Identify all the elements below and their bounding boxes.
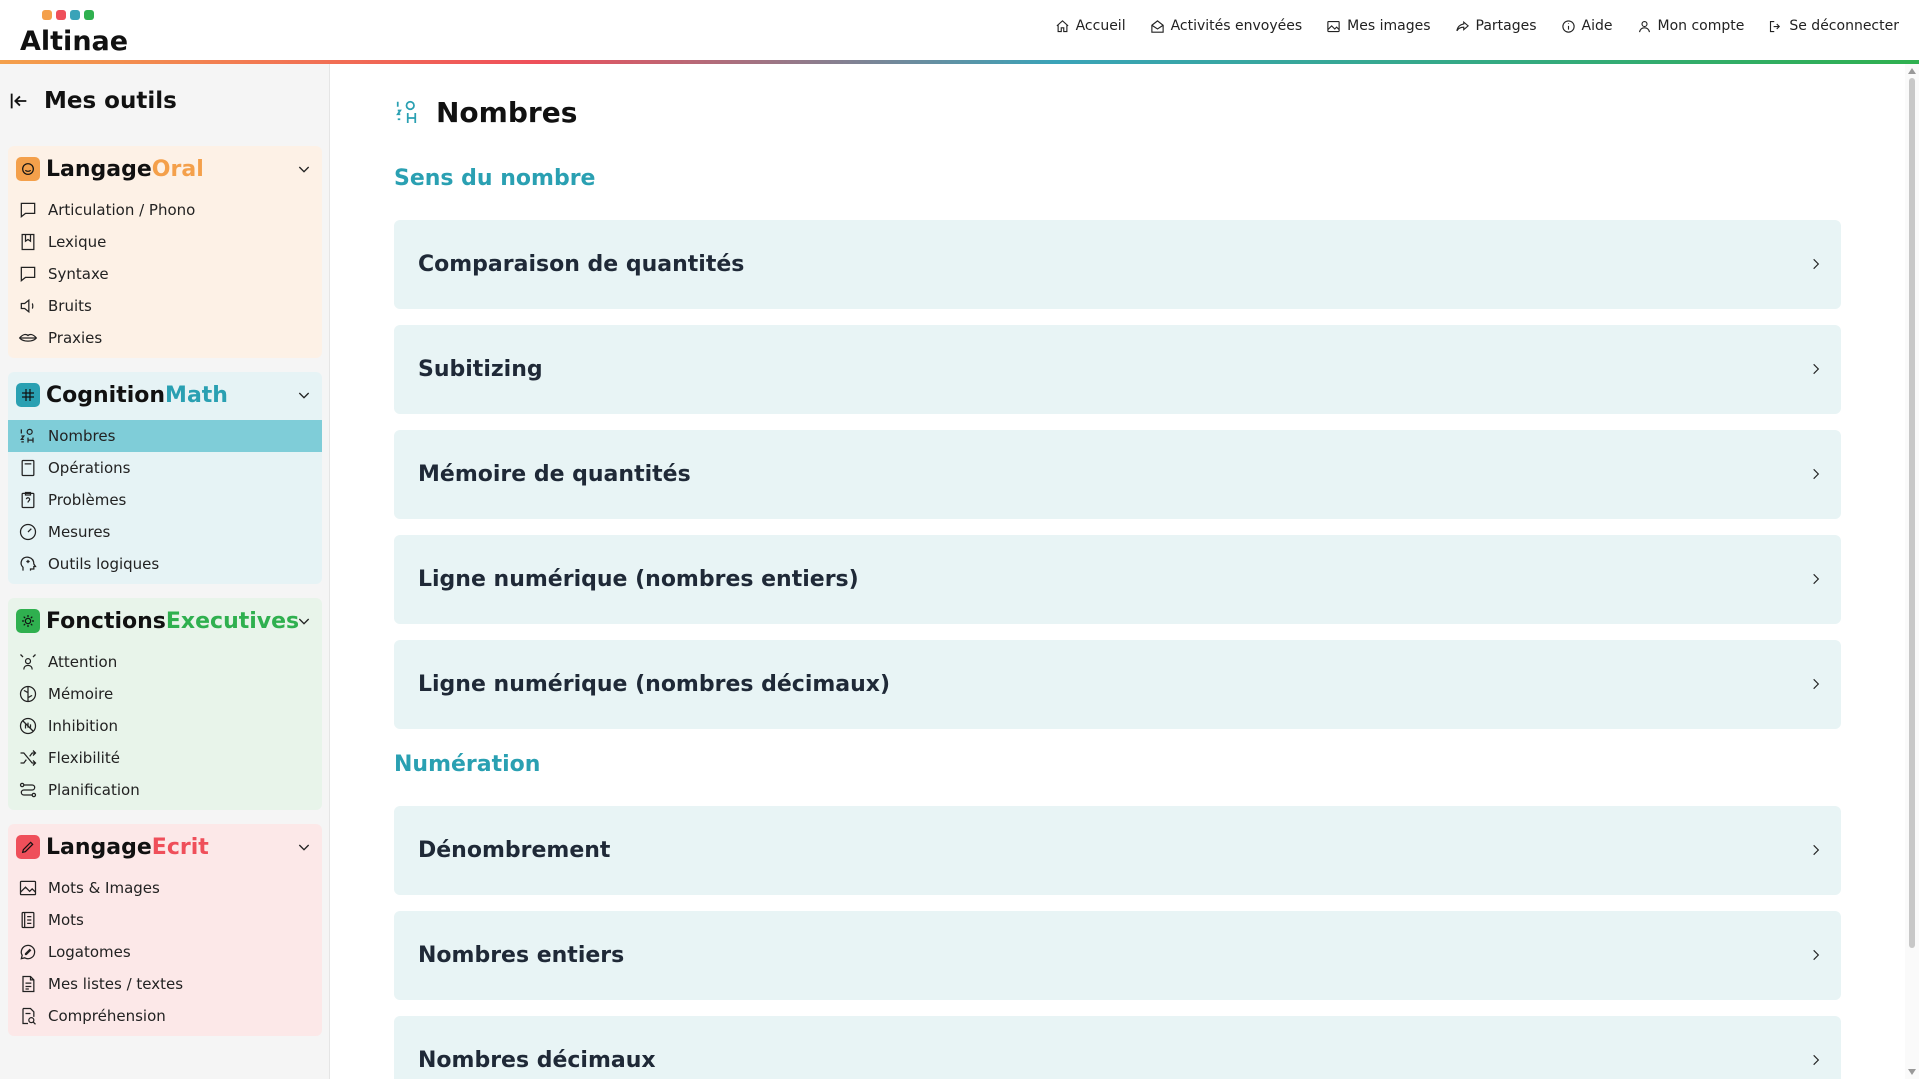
group-header-langage-ecrit[interactable] [8, 824, 322, 870]
group-fonctions-executives [8, 598, 322, 810]
sidebar-item-articulation[interactable] [8, 194, 322, 226]
sidebar-item-nombres[interactable] [8, 420, 322, 452]
info-icon [1561, 19, 1576, 34]
nav-label: Se déconnecter [1789, 18, 1899, 34]
card-memoire-de-quantites[interactable] [394, 430, 1841, 519]
document-icon [18, 974, 38, 994]
sidebar-item-label: Flexibilité [48, 749, 120, 767]
sidebar-item-label: Mesures [48, 523, 111, 541]
sidebar-item-problemes[interactable] [8, 484, 322, 516]
nav-mon-compte[interactable] [1637, 18, 1745, 34]
card-label: Comparaison de quantités [418, 252, 745, 277]
chat-pen-icon [18, 942, 38, 962]
nav-label: Partages [1475, 18, 1537, 34]
sidebar-header [8, 88, 177, 114]
group-cognition-math [8, 372, 322, 584]
shuffle-icon [18, 748, 38, 768]
speaker-icon [18, 296, 38, 316]
sidebar-item-operations[interactable] [8, 452, 322, 484]
group-title-part1: Langage [46, 834, 152, 860]
chevron-right-icon [1809, 257, 1823, 271]
sidebar-item-label: Praxies [48, 329, 103, 347]
nav-mes-images[interactable] [1326, 18, 1430, 34]
card-label: Nombres décimaux [418, 1048, 656, 1073]
sidebar-item-label: Mes listes / textes [48, 975, 184, 993]
group-title-part2: Oral [151, 156, 204, 182]
chat-dots-icon [18, 264, 38, 284]
sidebar-item-mes-listes-textes[interactable] [8, 968, 322, 1000]
chevron-right-icon [1809, 677, 1823, 691]
sidebar-item-label: Mots [48, 911, 84, 929]
sidebar [0, 64, 330, 1079]
brand-name: Altinae [20, 26, 129, 57]
page-title-row [394, 96, 577, 129]
card-denombrement[interactable] [394, 806, 1841, 895]
envelope-open-icon [1150, 19, 1165, 34]
nav-label: Mes images [1347, 18, 1431, 34]
route-icon [18, 780, 38, 800]
brain-icon [18, 684, 38, 704]
group-header-fonctions-executives[interactable] [8, 598, 322, 644]
sidebar-item-planification[interactable] [8, 774, 322, 806]
sidebar-item-mesures[interactable] [8, 516, 322, 548]
chevron-down-icon[interactable] [296, 387, 312, 403]
nav-label: Accueil [1075, 18, 1126, 34]
sidebar-item-memoire[interactable] [8, 678, 322, 710]
image-icon [18, 878, 38, 898]
scroll-up-arrow[interactable] [1908, 68, 1916, 74]
sidebar-item-bruits[interactable] [8, 290, 322, 322]
document-search-icon [18, 1006, 38, 1026]
speech-bubble-icon [18, 200, 38, 220]
sidebar-item-label: Inhibition [48, 717, 119, 735]
logout-icon [1768, 19, 1783, 34]
sidebar-item-outils-logiques[interactable] [8, 548, 322, 580]
scroll-down-arrow[interactable] [1908, 1069, 1916, 1075]
sidebar-item-mots-images[interactable] [8, 872, 322, 904]
sidebar-item-syntaxe[interactable] [8, 258, 322, 290]
page-title: Nombres [436, 96, 578, 129]
numbers-icon [18, 426, 38, 446]
sidebar-item-label: Mots & Images [48, 879, 160, 897]
sidebar-item-praxies[interactable] [8, 322, 322, 354]
calculator-icon [18, 458, 38, 478]
card-comparaison-de-quantites[interactable] [394, 220, 1841, 309]
chevron-right-icon [1809, 843, 1823, 857]
hand-stop-icon [18, 716, 38, 736]
hash-grid-icon [16, 383, 40, 407]
group-title-part1: Cognition [46, 382, 166, 408]
sidebar-item-label: Opérations [48, 459, 131, 477]
section-title-numeration: Numération [394, 752, 541, 777]
sidebar-item-label: Mémoire [48, 685, 114, 703]
sidebar-item-label: Compréhension [48, 1007, 166, 1025]
gear-brain-icon [16, 609, 40, 633]
nav-accueil[interactable] [1055, 18, 1126, 34]
nav-label: Aide [1581, 18, 1613, 34]
lips-icon [18, 328, 38, 348]
main-content [330, 64, 1905, 1079]
sidebar-item-label: Logatomes [48, 943, 131, 961]
group-title-part1: Langage [46, 156, 152, 182]
sidebar-item-label: Problèmes [48, 491, 127, 509]
sidebar-item-mots[interactable] [8, 904, 322, 936]
card-label: Ligne numérique (nombres entiers) [418, 567, 859, 592]
nav-aide[interactable] [1561, 18, 1613, 34]
card-label: Mémoire de quantités [418, 462, 691, 487]
share-icon [1455, 19, 1470, 34]
clipboard-question-icon [18, 490, 38, 510]
gauge-icon [18, 522, 38, 542]
sidebar-item-label: Syntaxe [48, 265, 109, 283]
smile-icon [16, 157, 40, 181]
image-icon [1326, 19, 1341, 34]
group-title-part2: Executives [165, 608, 300, 634]
chevron-right-icon [1809, 1053, 1823, 1067]
sidebar-item-label: Outils logiques [48, 555, 160, 573]
card-label: Subitizing [418, 357, 543, 382]
book-icon [18, 232, 38, 252]
numbers-icon [394, 97, 424, 129]
sidebar-item-flexibilite[interactable] [8, 742, 322, 774]
top-bar [0, 0, 1919, 64]
card-label: Nombres entiers [418, 943, 625, 968]
sidebar-item-label: Bruits [48, 297, 92, 315]
collapse-sidebar-icon[interactable] [8, 90, 30, 112]
sidebar-item-label: Attention [48, 653, 118, 671]
nav-activites-envoyees[interactable] [1150, 18, 1303, 34]
chevron-down-icon[interactable] [296, 839, 312, 855]
card-nombres-decimaux[interactable] [394, 1016, 1841, 1079]
sidebar-item-lexique[interactable] [8, 226, 322, 258]
sidebar-title: Mes outils [44, 88, 177, 114]
card-label: Ligne numérique (nombres décimaux) [418, 672, 891, 697]
sidebar-item-logatomes[interactable] [8, 936, 322, 968]
group-langage-oral [8, 146, 322, 358]
group-title-part2: Ecrit [151, 834, 209, 860]
sidebar-item-label: Lexique [48, 233, 107, 251]
scrollbar-thumb[interactable] [1909, 78, 1915, 948]
list-book-icon [18, 910, 38, 930]
nav-partages[interactable] [1455, 18, 1537, 34]
sidebar-item-label: Nombres [48, 427, 116, 445]
group-header-cognition-math[interactable] [8, 372, 322, 418]
nav-label: Activités envoyées [1170, 18, 1303, 34]
focus-icon [18, 652, 38, 672]
group-header-langage-oral[interactable] [8, 146, 322, 192]
card-nombres-entiers[interactable] [394, 911, 1841, 1000]
section-title-sens-du-nombre: Sens du nombre [394, 166, 596, 191]
chevron-right-icon [1809, 572, 1823, 586]
group-title-part1: Fonctions [46, 608, 166, 634]
top-nav [1055, 18, 1899, 34]
card-ligne-numerique-entiers[interactable] [394, 535, 1841, 624]
chevron-down-icon[interactable] [296, 161, 312, 177]
home-icon [1055, 19, 1070, 34]
sidebar-item-label: Articulation / Phono [48, 201, 196, 219]
sidebar-item-inhibition[interactable] [8, 710, 322, 742]
nav-label: Mon compte [1657, 18, 1745, 34]
card-label: Dénombrement [418, 838, 611, 863]
chevron-right-icon [1809, 467, 1823, 481]
chevron-down-icon[interactable] [296, 613, 312, 629]
vertical-scrollbar[interactable] [1905, 64, 1919, 1079]
sidebar-item-attention[interactable] [8, 646, 322, 678]
nav-se-deconnecter[interactable] [1768, 18, 1899, 34]
card-ligne-numerique-decimaux[interactable] [394, 640, 1841, 729]
brain-head-icon [18, 554, 38, 574]
group-title-part2: Math [165, 382, 228, 408]
sidebar-item-label: Planification [48, 781, 140, 799]
chevron-right-icon [1809, 362, 1823, 376]
sidebar-item-comprehension[interactable] [8, 1000, 322, 1032]
card-subitizing[interactable] [394, 325, 1841, 414]
user-icon [1637, 19, 1652, 34]
logo-dots [42, 10, 94, 20]
chevron-right-icon [1809, 948, 1823, 962]
brand-logo[interactable] [20, 8, 140, 57]
group-langage-ecrit [8, 824, 322, 1036]
pencil-icon [16, 835, 40, 859]
